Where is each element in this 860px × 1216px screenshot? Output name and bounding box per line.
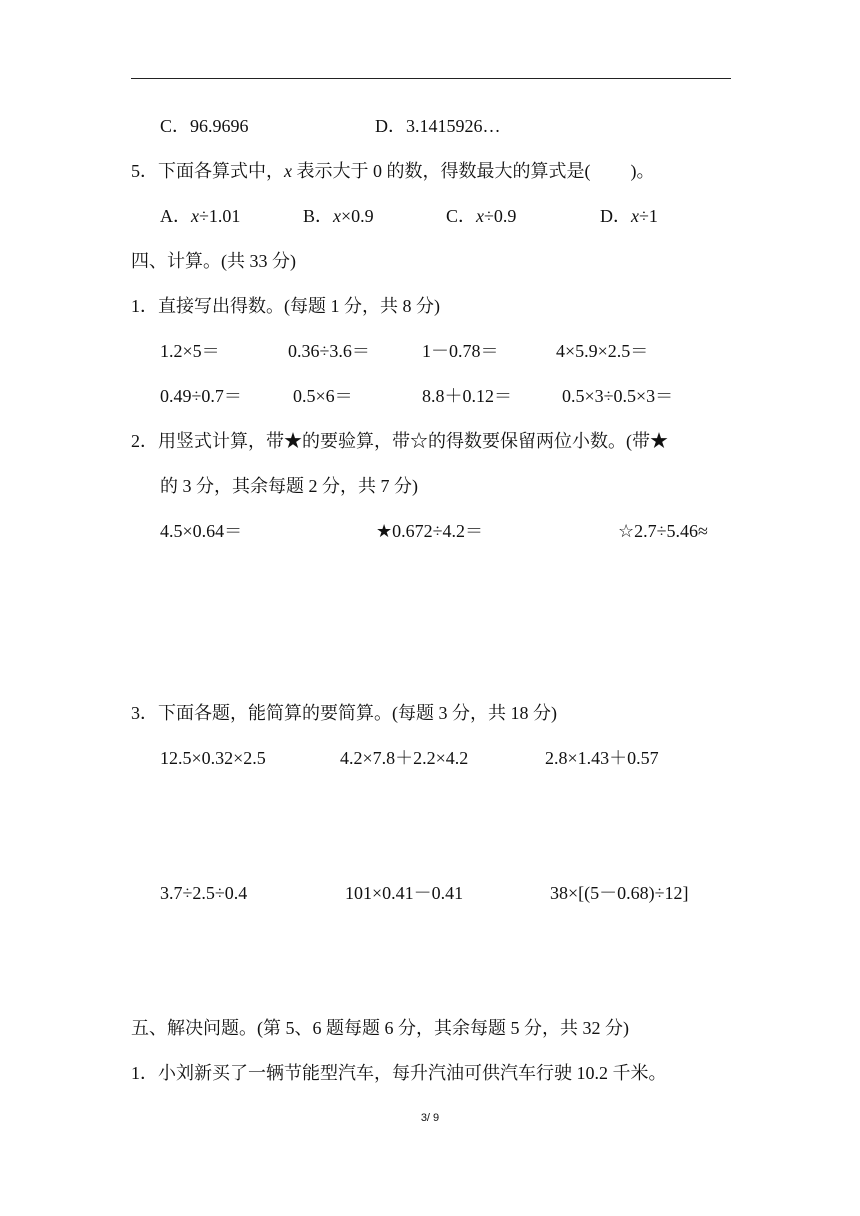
- page-number: 3/ 9: [420, 1112, 440, 1124]
- s4-p2-item: ★0.672÷4.2＝: [376, 521, 484, 541]
- s4-p3-item: 3.7÷2.5÷0.4: [160, 883, 248, 903]
- section-4-title: 四、计算。(共 33 分): [131, 251, 296, 271]
- q5-variable: x: [284, 161, 292, 181]
- s5-q1: 1．小刘新买了一辆节能型汽车，每升汽油可供汽车行驶 10.2 千米。: [131, 1063, 667, 1083]
- section-5-title: 五、解决问题。(第 5、6 题每题 6 分，其余每题 5 分，共 32 分): [131, 1018, 629, 1038]
- q5-text-post: 表示大于 0 的数，得数最大的算式是(: [292, 161, 591, 181]
- q5-option-c: C．x÷0.9: [446, 206, 517, 226]
- s4-p2-item: 4.5×0.64＝: [160, 521, 243, 541]
- s4-p3-item: 12.5×0.32×2.5: [160, 748, 266, 768]
- s4-p3-item: 38×[(5－0.68)÷12]: [550, 883, 689, 903]
- q4-option-c: C．96.9696: [160, 116, 249, 136]
- s4-p2-title-line2: 的 3 分，其余每题 2 分，共 7 分): [160, 476, 418, 496]
- s4-p2-item: ☆2.7÷5.46≈: [618, 521, 708, 541]
- s4-p1-item: 4×5.9×2.5＝: [556, 341, 649, 361]
- q5-number: 5．: [131, 161, 158, 181]
- s4-p3-item: 4.2×7.8＋2.2×4.2: [340, 748, 469, 768]
- q5-option-a: A．x÷1.01: [160, 206, 241, 226]
- q5-option-b: B．x×0.9: [303, 206, 374, 226]
- s4-p3-item: 2.8×1.43＋0.57: [545, 748, 659, 768]
- q5-text-pre: 下面各算式中，: [158, 161, 284, 181]
- s4-p3-item: 101×0.41－0.41: [345, 883, 464, 903]
- s4-p1-item: 1－0.78＝: [422, 341, 499, 361]
- s4-p1-item: 0.49÷0.7＝: [160, 386, 242, 406]
- q5-option-d: D．x÷1: [600, 206, 658, 226]
- s4-p1-title: 1．直接写出得数。(每题 1 分，共 8 分): [131, 296, 440, 316]
- q5-question: [131, 159, 655, 183]
- s4-p1-item: 8.8＋0.12＝: [422, 386, 512, 406]
- s4-p3-title: 3．下面各题，能简算的要简算。(每题 3 分，共 18 分): [131, 703, 557, 723]
- s4-p1-item: 0.36÷3.6＝: [288, 341, 370, 361]
- s4-p1-item: 0.5×6＝: [293, 386, 353, 406]
- s4-p1-item: 1.2×5＝: [160, 341, 220, 361]
- q4-option-d: D．3.1415926…: [375, 116, 501, 136]
- s4-p1-item: 0.5×3÷0.5×3＝: [562, 386, 674, 406]
- header-rule: [131, 78, 731, 79]
- q5-text-close: )。: [630, 161, 655, 181]
- s4-p2-title-line1: 2．用竖式计算，带★的要验算，带☆的得数要保留两位小数。(带★: [131, 431, 668, 451]
